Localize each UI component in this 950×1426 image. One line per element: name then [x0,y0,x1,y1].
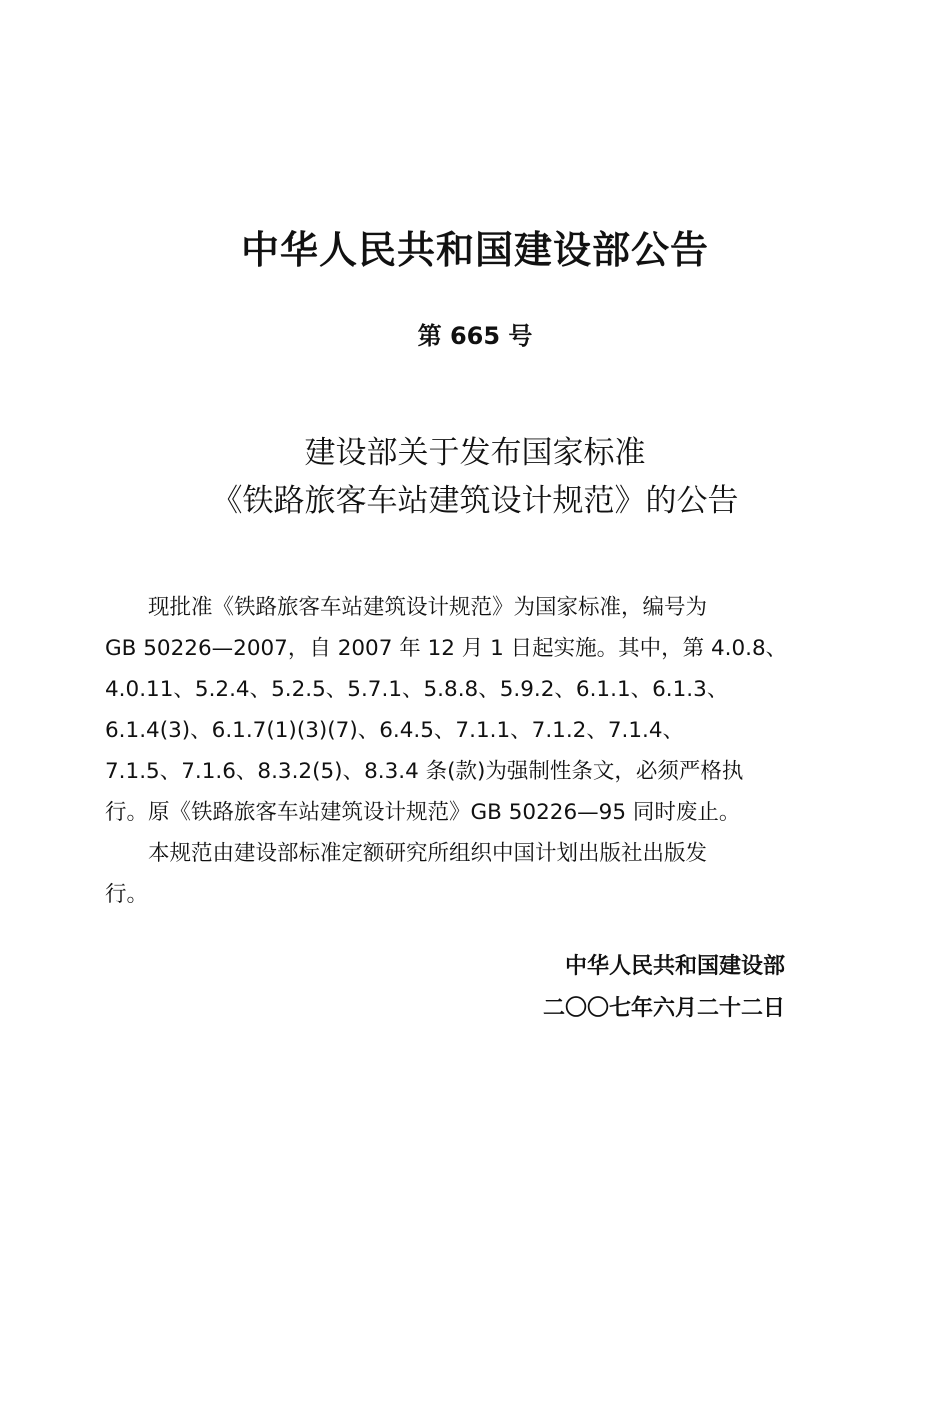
main-title: 中华人民共和国建设部公告 [240,228,709,272]
signature-date: 二〇〇七年六月二十二日 [542,996,785,1021]
body-line: 4.0.11、5.2.4、5.2.5、5.7.1、5.8.8、5.9.2、6.1.1、6.1.3、 [105,677,729,702]
subtitle-line-1: 建设部关于发布国家标准 [304,435,646,471]
signature-organization: 中华人民共和国建设部 [564,954,785,979]
subtitle-line-2: 《铁路旅客车站建筑设计规范》的公告 [211,483,739,519]
body-line: 现批准《铁路旅客车站建筑设计规范》为国家标准，编号为 [105,595,708,620]
body-line: 本规范由建设部标准定额研究所组织中国计划出版社出版发 [105,841,708,866]
announcement-number: 第 665 号 [417,322,533,350]
body-line: 7.1.5、7.1.6、8.3.2(5)、8.3.4 条(款)为强制性条文，必须严格执 [105,759,744,784]
body-line: 6.1.4(3)、6.1.7(1)(3)(7)、6.4.5、7.1.1、7.1.2、7.1.4、 [105,718,685,743]
body-line: 行。原《铁路旅客车站建筑设计规范》GB 50226—95 同时废止。 [105,800,741,825]
body-line: 行。 [105,882,149,907]
body-line: GB 50226—2007，自 2007 年 12 月 1 日起实施。其中，第 4.0.8、 [105,636,788,661]
